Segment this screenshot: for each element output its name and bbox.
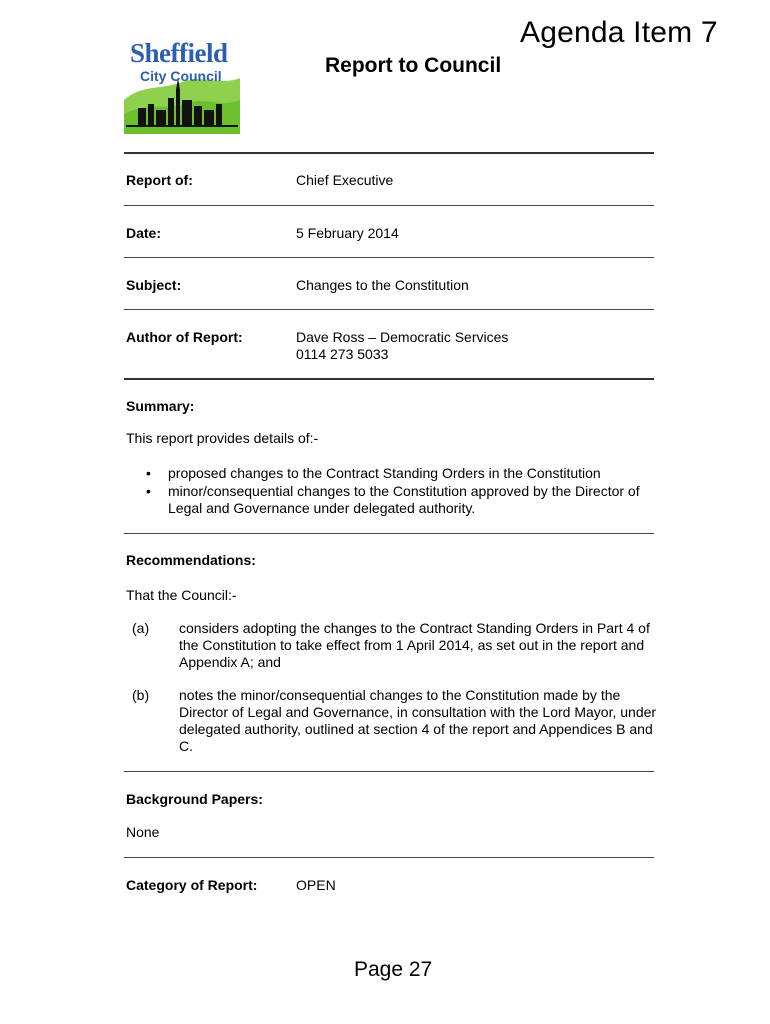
bullet-icon: •	[146, 465, 151, 481]
divider	[124, 152, 654, 154]
logo-subtitle: City Council	[140, 68, 222, 84]
summary-heading: Summary:	[126, 398, 195, 414]
recommendation-label: (a)	[132, 620, 150, 636]
recommendation-text: notes the minor/consequential changes to the Constitution made by the Director of Legal and Governance, in consultation with the Lord Mayor, under delegated authority, outlined at section 4 of the report and Appendices B and C.	[179, 687, 657, 754]
recommendation-label: (b)	[132, 687, 150, 703]
divider	[124, 857, 654, 858]
summary-bullet: minor/consequential changes to the Constitution approved by the Director of Legal and Governance under delegated authority.	[168, 483, 640, 516]
recommendation-text: considers adopting the changes to the Contract Standing Orders in Part 4 of the Constitution to take effect from 1 April 2014, as set out in the report and Appendix A; and	[179, 620, 650, 670]
agenda-item-label: Agenda Item 7	[520, 16, 718, 49]
divider	[124, 771, 654, 772]
recommendations-intro: That the Council:-	[126, 587, 237, 603]
divider	[124, 378, 654, 380]
author-value: Dave Ross – Democratic Services	[296, 329, 509, 345]
divider	[124, 205, 654, 206]
author-label: Author of Report:	[126, 329, 243, 345]
background-papers-heading: Background Papers:	[126, 791, 263, 807]
date-label: Date:	[126, 225, 162, 241]
logo-wordmark: Sheffield	[130, 38, 228, 68]
subject-label: Subject:	[126, 277, 182, 293]
summary-intro: This report provides details of:-	[126, 430, 319, 446]
background-papers-value: None	[126, 824, 160, 840]
recommendations-heading: Recommendations:	[126, 552, 256, 568]
divider	[124, 309, 654, 310]
bullet-icon: •	[146, 483, 151, 499]
report-of-value: Chief Executive	[296, 172, 394, 188]
category-label: Category of Report:	[126, 877, 258, 893]
subject-value: Changes to the Constitution	[296, 277, 469, 293]
category-value: OPEN	[296, 877, 336, 893]
summary-bullet: proposed changes to the Contract Standing Orders in the Constitution	[168, 465, 601, 481]
report-of-label: Report of:	[126, 172, 193, 188]
page-title: Report to Council	[325, 54, 502, 77]
date-value: 5 February 2014	[296, 225, 399, 241]
divider	[124, 533, 654, 534]
page-number: Page 27	[354, 958, 433, 981]
divider	[124, 257, 654, 258]
author-phone: 0114 273 5033	[296, 346, 389, 362]
